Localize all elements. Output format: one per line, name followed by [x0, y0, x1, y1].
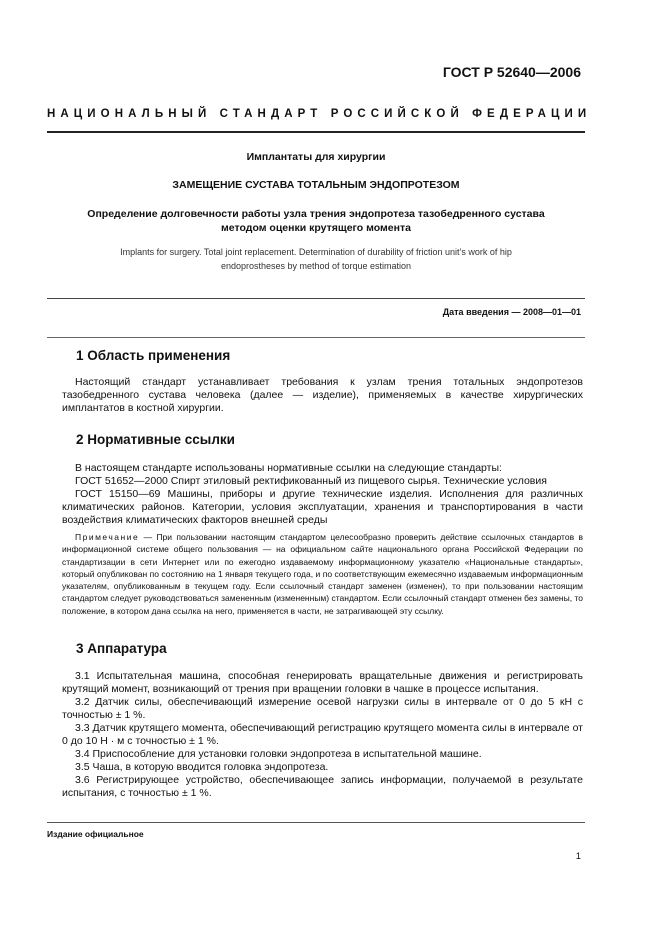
item-3-2: 3.2 Датчик силы, обеспечивающий измерение осевой нагрузки силы в интервале от 0 до 5 кН с точностью ± 1 %. — [62, 696, 583, 721]
date-divider — [47, 337, 585, 338]
item-3-6: 3.6 Регистрирующее устройство, обеспечивающее запись информации, получаемой в результате испытания, с точностью ± 1 %. — [62, 774, 583, 799]
reference-gost-15150: ГОСТ 15150—69 Машины, приборы и другие технические изделия. Исполнения для различных климатических районов. Категории, условия эксплуатации, хранения и транспортирования в части воздействия климатических факторов внешней среды — [62, 488, 583, 526]
note-text: — При пользовании настоящим стандартом целесообразно проверить действие ссылочных стандартов в информационной системе общего пользования — на официальном сайте национального органа Российской Федерации по стандартизации в сети Интернет или по ежегодно издаваемому информационному указателю «Национальные стандарты», который опубликован по состоянию на 1 января текущего года, и по соответствующим ежемесячно издаваемым информационным указателям, опубликованным в текущем году. Если ссылочный стандарт заменен (изменен), то при пользовании настоящим стандартом следует руководствоваться замененным (измененным) стандартом. Если ссылочный стандарт отменен без замены, то положение, в котором дана ссылка на него, применяется в части, не затрагивающей эту ссылку. — [62, 532, 583, 616]
title-subtitle — [47, 207, 585, 235]
title-english-line1: Implants for surgery. Total joint replacement. Determination of durability of friction unit’s work of hip — [120, 247, 512, 257]
note-label: Примечание — [75, 532, 140, 542]
title-divider — [47, 298, 585, 299]
title-english — [47, 245, 585, 273]
page-number: 1 — [575, 851, 581, 862]
title-english-line2: endoprostheses by method of torque estimation — [220, 261, 412, 271]
item-3-5: 3.5 Чаша, в которую вводится головка эндопротеза. — [75, 761, 329, 773]
national-standard-banner: НАЦИОНАЛЬНЫЙ СТАНДАРТ РОССИЙСКОЙ ФЕДЕРАЦИИ — [47, 108, 592, 120]
standard-code: ГОСТ Р 52640—2006 — [442, 64, 581, 80]
section-3-items — [62, 670, 583, 800]
section-2-note — [62, 531, 583, 617]
item-3-3: 3.3 Датчик крутящего момента, обеспечивающий регистрацию крутящего момента силы в интервале от 0 до 10 Н · м с точностью ± 1 %. — [62, 722, 583, 747]
official-edition-label: Издание официальное — [47, 829, 144, 839]
reference-gost-51652: ГОСТ 51652—2000 Спирт этиловый ректификованный из пищевого сырья. Технические условия — [75, 475, 547, 487]
section-1-text: Настоящий стандарт устанавливает требования к узлам трения тотальных эндопротезов тазобедренного сустава человека (далее — изделие), применяемых в качестве хирургических имплантатов в костной хирургии. — [62, 376, 583, 414]
header-divider — [47, 131, 585, 133]
title-category: Имплантаты для хирургии — [246, 151, 386, 163]
section-2-heading: 2 Нормативные ссылки — [76, 432, 235, 447]
footer-divider — [47, 822, 585, 823]
section-3-heading: 3 Аппаратура — [76, 641, 167, 656]
title-subtitle-line2: методом оценки крутящего момента — [221, 222, 411, 234]
title-subtitle-line1: Определение долговечности работы узла трения эндопротеза тазобедренного сустава — [87, 208, 545, 220]
title-main: ЗАМЕЩЕНИЕ СУСТАВА ТОТАЛЬНЫМ ЭНДОПРОТЕЗОМ — [172, 179, 460, 191]
section-1-heading: 1 Область применения — [76, 348, 231, 363]
introduction-date: Дата введения — 2008—01—01 — [442, 307, 581, 317]
item-3-1: 3.1 Испытательная машина, способная генерировать вращательные движения и регистрировать крутящий момент, возникающий от трения при вращении головки в чашке в процессе испытания. — [62, 670, 583, 695]
section-2-intro: В настоящем стандарте использованы нормативные ссылки на следующие стандарты: — [75, 462, 502, 474]
item-3-4: 3.4 Приспособление для установки головки эндопротеза в испытательной машине. — [75, 748, 482, 760]
